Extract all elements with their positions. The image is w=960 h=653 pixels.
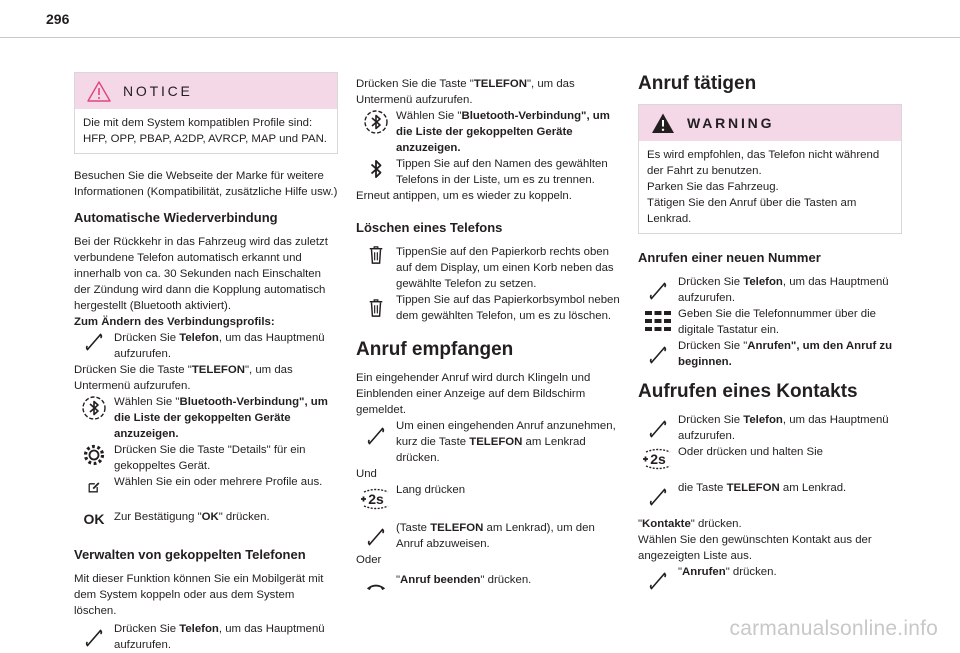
steering-wheel-2s-icon (359, 488, 393, 510)
edit-checkbox-icon (86, 479, 102, 495)
delete-heading: Löschen eines Telefons (356, 220, 503, 235)
column-2 (356, 76, 620, 593)
phone-icon (84, 627, 104, 647)
phone-icon (648, 486, 668, 506)
step-select-profiles: Wählen Sie ein oder mehrere Profile aus. (74, 474, 338, 495)
step-phone-menu-2: Drücken Sie Telefon, um das Hauptmenü aufzurufen. (74, 621, 338, 653)
column-1 (74, 72, 338, 653)
keypad-icon (644, 310, 672, 332)
step-confirm-ok: OK Zur Bestätigung "OK" drücken. (83, 511, 270, 527)
oder-text: Oder (356, 554, 382, 566)
step-call-start: Drücken Sie "Anrufen", um den Anruf zu beginnen. (638, 338, 902, 370)
step-accept-call: Um einen eingehenden Anruf anzunehmen, kurz die Taste TELEFON am Lenkrad drücken. (356, 418, 620, 466)
press-telefon-text-2: Drücken Sie die Taste "TELEFON", um das Untermenü aufzurufen. (356, 78, 575, 106)
profile-heading: Zum Ändern des Verbindungsprofils: (74, 316, 275, 328)
reconnect-heading: Automatische Wiederverbindung (74, 210, 278, 225)
reconnect-tap-text: Erneut antippen, um es wieder zu koppeln. (356, 190, 572, 202)
step-telefon-wheel: die Taste TELEFON am Lenkrad. (638, 480, 902, 506)
warning-box (638, 104, 902, 234)
manage-heading: Verwalten von gekoppelten Telefonen (74, 547, 306, 562)
header-divider (0, 37, 960, 38)
step-bluetooth-connection-2: Wählen Sie "Bluetooth-Verbindung", um die Liste der gekoppelten Geräte anzuzeigen. (356, 108, 620, 156)
reconnect-text: Bei der Rückkehr in das Fahrzeug wird das zuletzt verbundene Telefon automatisch erkannt und innerhalb von ca. 30 Sekunden nach Einschalten der Zündung wird dann die Kopplung automatisch hergestellt (Bluetooth aktiviert). (74, 236, 328, 312)
step-end-call: "Anruf beenden" drücken. (356, 572, 620, 593)
phone-icon (366, 526, 386, 546)
column-3 (638, 72, 902, 590)
warning-triangle-icon (87, 80, 111, 102)
watermark: carmanualsonline.info (729, 617, 938, 640)
notice-title: NOTICE (123, 83, 193, 99)
trash-icon (367, 298, 385, 318)
manage-text: Mit dieser Funktion können Sie ein Mobilgerät mit dem System koppeln oder aus dem System löschen. (74, 573, 324, 617)
trash-icon (367, 245, 385, 265)
ok-icon: OK (83, 511, 105, 527)
warning-header (639, 105, 901, 141)
phone-icon (648, 418, 668, 438)
intro-text: Besuchen Sie die Webseite der Marke für weitere Informationen (Kompatibilität, zusätzliche Hilfe usw.) (74, 170, 338, 198)
und-text: Und (356, 468, 377, 480)
bluetooth-icon (367, 157, 385, 181)
page-number: 296 (46, 11, 70, 27)
warning-text: Es wird empfohlen, das Telefon nicht während der Fahrt zu benutzen. (647, 149, 880, 177)
contact-heading: Aufrufen eines Kontakts (638, 381, 858, 402)
bluetooth-circle-icon (81, 395, 107, 421)
step-long-press: Lang drücken (356, 482, 620, 510)
step-bluetooth-connection: Wählen Sie "Bluetooth-Verbindung", um die Liste der gekoppelten Geräte anzuzeigen. (74, 394, 338, 442)
step-keypad: Geben Sie die Telefonnummer über die digitale Tastatur ein. (638, 306, 902, 338)
notice-text: Die mit dem System kompatiblen Profile sind: HFP, OPP, PBAP, A2DP, AVRCP, MAP und PAN. (83, 117, 327, 145)
gear-icon (82, 443, 106, 467)
warning-triangle-icon (651, 112, 675, 134)
bluetooth-circle-icon (363, 109, 389, 135)
select-contact-text: Wählen Sie den gewünschten Kontakt aus der angezeigten Liste aus. (638, 534, 872, 562)
notice-header (75, 73, 337, 109)
step-trash-top: TippenSie auf den Papierkorb rechts oben auf dem Display, um einen Korb neben das gewählte Telefon zu setzen. (356, 244, 620, 292)
step-reject-call: (Taste TELEFON am Lenkrad), um den Anruf abzuweisen. (356, 520, 620, 552)
call-heading: Anruf tätigen (638, 73, 757, 94)
step-disconnect: Tippen Sie auf den Namen des gewählten Telefons in der Liste, um es zu trennen. (356, 156, 620, 188)
steering-wheel-2s-icon (641, 448, 675, 470)
receive-text: Ein eingehender Anruf wird durch Klingeln und Einblenden einer Anzeige auf dem Bildschirm gemeldet. (356, 372, 591, 416)
step-phone-menu: Drücken Sie Telefon, um das Hauptmenü aufzurufen. (74, 330, 338, 362)
phone-icon (648, 344, 668, 364)
step-trash-delete: Tippen Sie auf das Papierkorbsymbol neben dem gewählten Telefon, um es zu löschen. (356, 292, 620, 324)
warning-text-2: Parken Sie das Fahrzeug. (647, 181, 779, 193)
receive-heading: Anruf empfangen (356, 339, 514, 360)
step-press-hold: Oder drücken und halten Sie (638, 444, 902, 470)
step-details: Drücken Sie die Taste "Details" für ein gekoppeltes Gerät. (74, 442, 338, 474)
press-telefon-text: Drücken Sie die Taste "TELEFON", um das Untermenü aufzurufen. (74, 364, 293, 392)
hang-up-icon (365, 580, 387, 593)
phone-icon (648, 280, 668, 300)
step-call-contact: "Anrufen" drücken. (638, 564, 902, 590)
warning-title: WARNING (687, 115, 775, 131)
step-phone-menu-4: Drücken Sie Telefon, um das Hauptmenü aufzurufen. (638, 412, 902, 444)
new-number-heading: Anrufen einer neuen Nummer (638, 250, 821, 265)
contacts-text: "Kontakte" drücken. (638, 518, 742, 530)
warning-text-3: Tätigen Sie den Anruf über die Tasten am Lenkrad. (647, 197, 857, 225)
notice-box (74, 72, 338, 154)
step-phone-menu-3: Drücken Sie Telefon, um das Hauptmenü aufzurufen. (638, 274, 902, 306)
phone-icon (366, 425, 386, 445)
phone-icon (84, 331, 104, 351)
phone-icon (648, 570, 668, 590)
